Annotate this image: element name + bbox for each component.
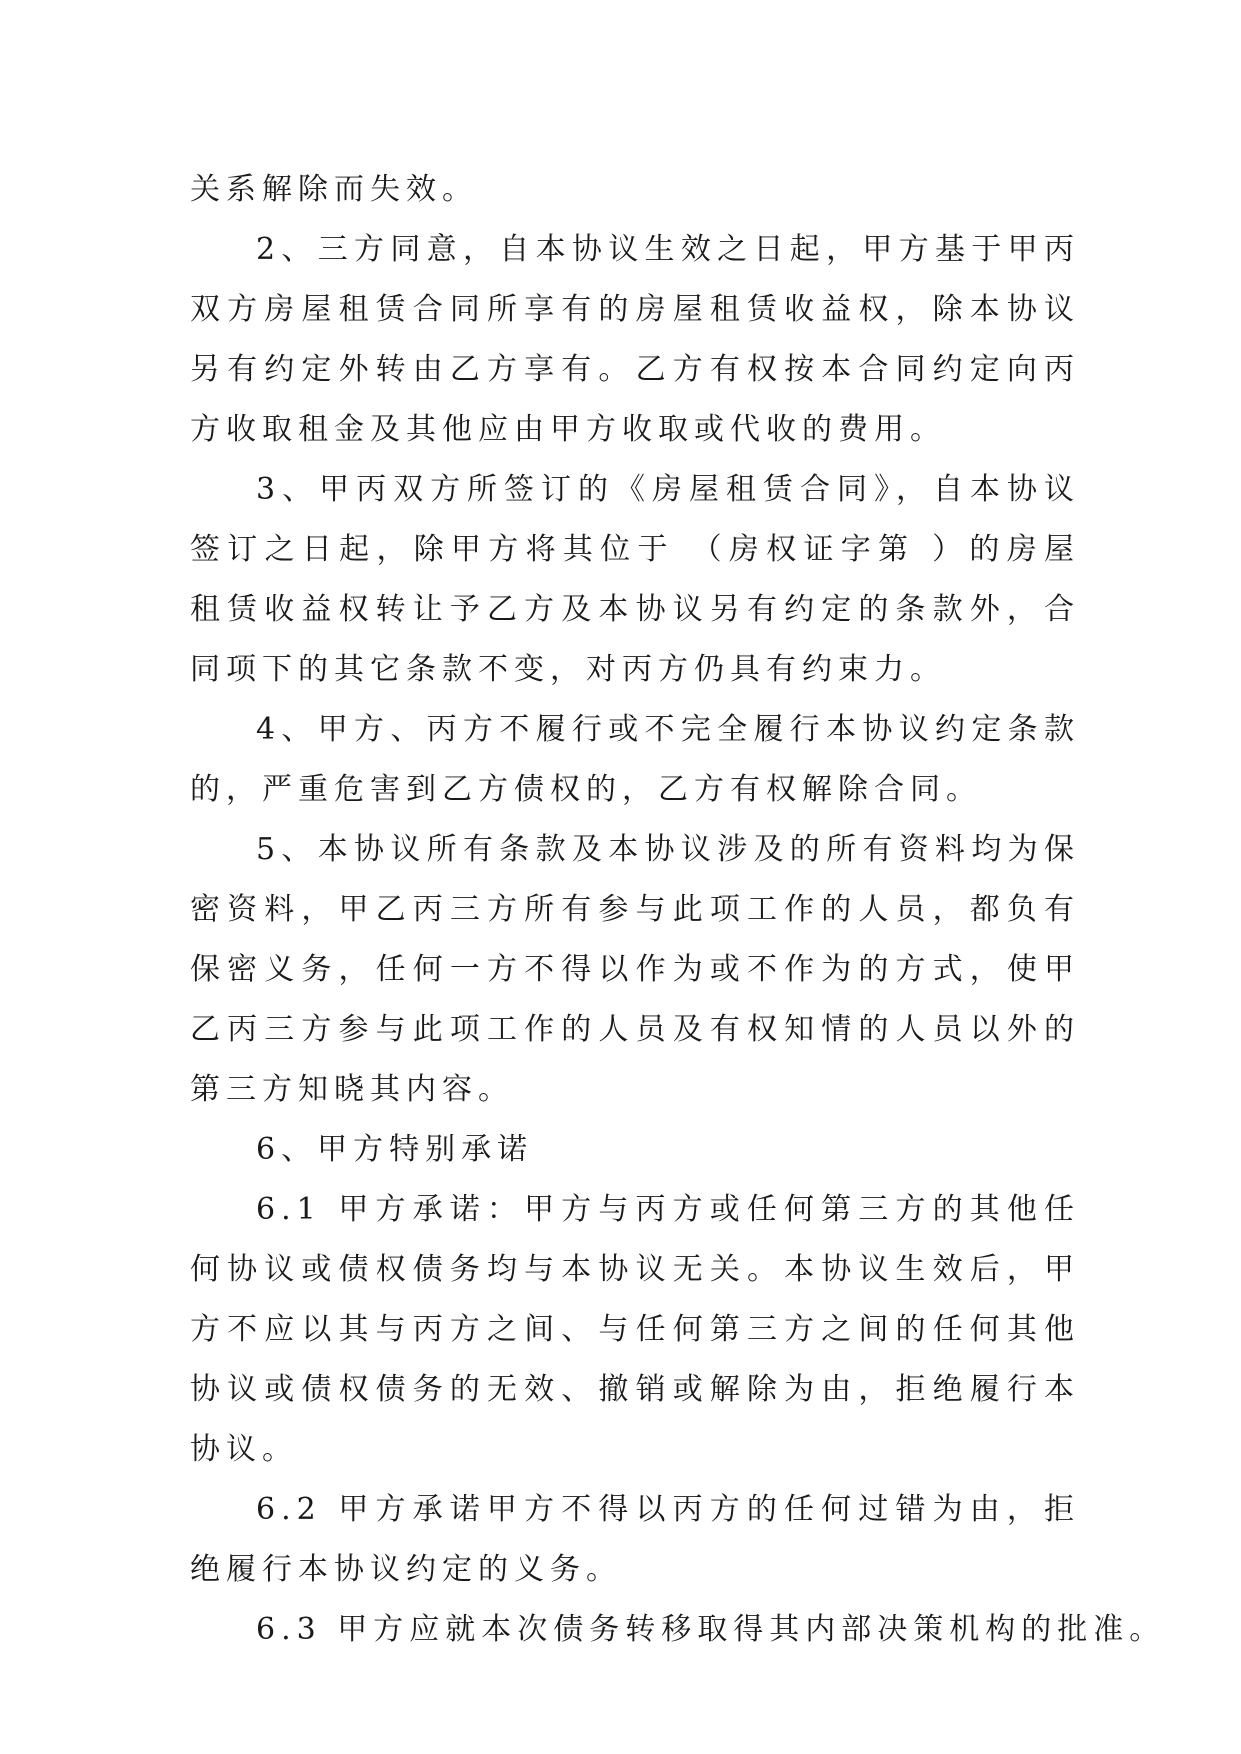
clause-6-heading: 6、甲方特别承诺 [256,1132,534,1167]
clause-3: 3、甲丙双方所签订的《房屋租赁合同》，自本协议签订之日起，除甲方将其位于 （房权证字第 ）的房屋租赁收益权转让予乙方及本协议另有约定的条款外，合同项下的其它条款不变，对丙方仍具有约束力。 [190,472,1080,687]
clause-2: 2、三方同意，自本协议生效之日起，甲方基于甲丙双方房屋租赁合同所享有的房屋租赁收益权，除本协议另有约定外转由乙方享有。乙方有权按本合同约定向丙方收取租金及其他应由甲方收取或代收的费用。 [190,232,1080,447]
clause-4: 4、甲方、丙方不履行或不完全履行本协议约定条款的，严重危害到乙方债权的，乙方有权解除合同。 [190,712,1080,807]
clause-6-1: 6.1 甲方承诺：甲方与丙方或任何第三方的其他任何协议或债权债务均与本协议无关。本协议生效后，甲方不应以其与丙方之间、与任何第三方之间的任何其他协议或债权债务的无效、撤销或解除为由，拒绝履行本协议。 [190,1192,1080,1467]
clause-6-2: 6.2 甲方承诺甲方不得以丙方的任何过错为由，拒绝履行本协议约定的义务。 [190,1492,1080,1587]
clause-6-3: 6.3 甲方应就本次债务转移取得其内部决策机构的批准。 [256,1612,1166,1647]
paragraph-continuation: 关系解除而失效。 [190,172,478,207]
clause-5: 5、本协议所有条款及本协议涉及的所有资料均为保密资料，甲乙丙三方所有参与此项工作的人员，都负有保密义务，任何一方不得以作为或不作为的方式，使甲乙丙三方参与此项工作的人员及有权知情的人员以外的第三方知晓其内容。 [190,832,1080,1107]
document-body [190,160,1166,1660]
